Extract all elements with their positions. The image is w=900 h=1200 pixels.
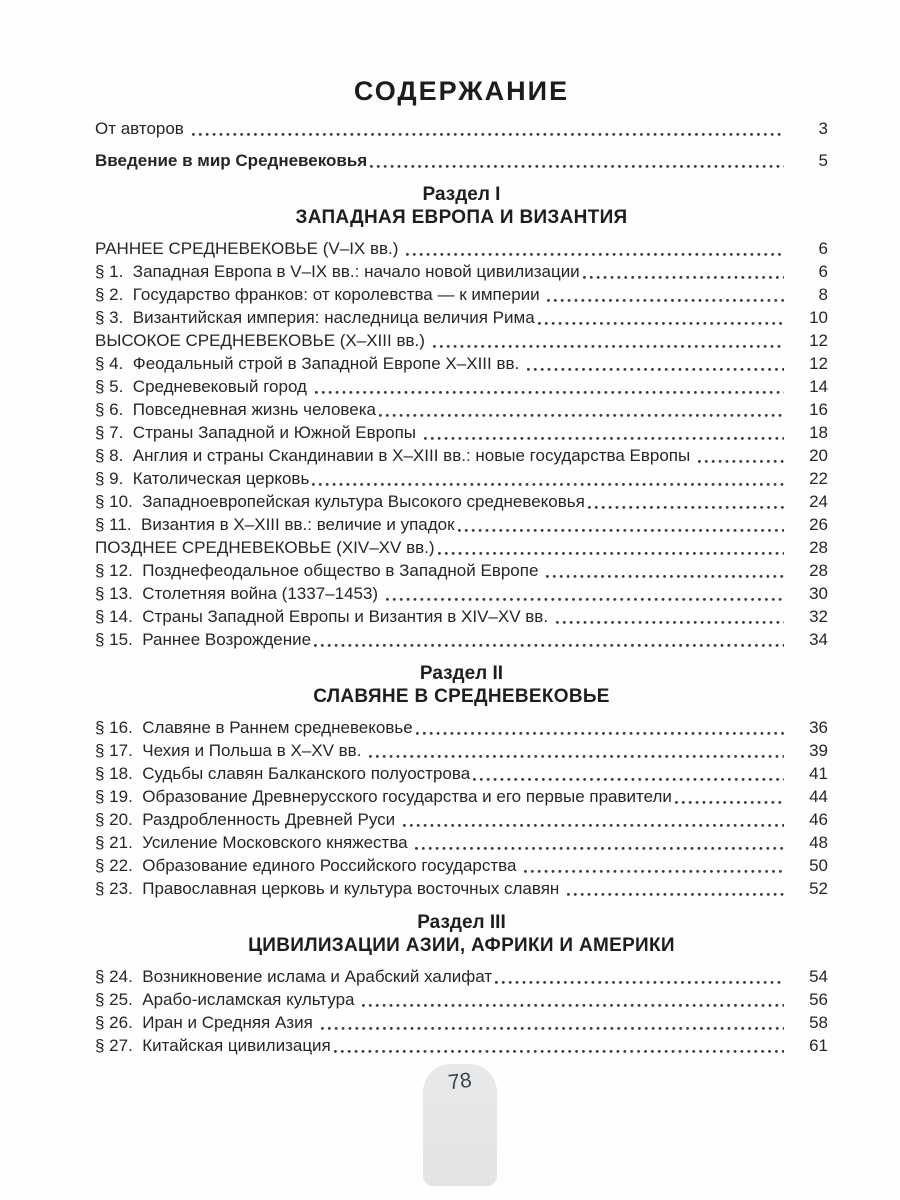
toc-entry-label: § 16. Славяне в Раннем средневековье (95, 718, 413, 737)
toc-row (95, 854, 828, 877)
toc-entry-page: 20 (809, 446, 828, 465)
toc-entry-page: 22 (809, 469, 828, 488)
toc-entry-label: § 10. Западноевропейская культура Высокого средневековья (95, 492, 585, 511)
dot-leader (334, 1034, 784, 1057)
toc-entry-page: 14 (809, 377, 828, 396)
dot-leader (406, 237, 784, 260)
section-rows (95, 965, 828, 1057)
toc-row (95, 306, 828, 329)
toc-entry-page: 44 (809, 787, 828, 806)
toc-entry-page: 30 (809, 584, 828, 603)
toc-entry-label: § 26. Иран и Средняя Азия (95, 1013, 318, 1032)
dot-leader (312, 467, 784, 490)
toc-row (95, 329, 828, 352)
toc-entry-label: § 21. Усиление Московского княжества (95, 833, 413, 852)
dot-leader (458, 513, 784, 536)
toc-entry-label: § 7. Страны Западной и Южной Европы (95, 423, 421, 442)
toc-row (95, 444, 828, 467)
dot-leader (527, 352, 784, 375)
section-kicker: Раздел II (419, 663, 504, 684)
toc-entry-page: 5 (818, 151, 828, 170)
toc-entry-label: Введение в мир Средневековья (95, 151, 368, 170)
page-title: СОДЕРЖАНИЕ (353, 76, 570, 106)
toc-entry-label: § 3. Византийская империя: наследница величия Рима (95, 308, 535, 327)
dot-leader (370, 149, 784, 172)
toc-row (95, 536, 828, 559)
toc-entry-label: § 1. Западная Европа в V–IX вв.: начало новой цивилизации (95, 262, 580, 281)
section-rows (95, 237, 828, 651)
toc-entry-label: § 9. Католическая церковь (95, 469, 310, 488)
page-tab (423, 1064, 497, 1186)
section-3 (95, 911, 828, 1057)
toc-entry-label: § 24. Возникновение ислама и Арабский халифат (95, 967, 493, 986)
dot-leader (403, 808, 784, 831)
toc-row (95, 785, 828, 808)
toc-entry-label: § 13. Столетняя война (1337–1453) (95, 584, 383, 603)
dot-leader (424, 421, 784, 444)
toc-entry-page: 54 (809, 967, 828, 986)
toc-entry-label: § 19. Образование Древнерусского государства и его первые правители (95, 787, 672, 806)
section-1 (95, 183, 828, 651)
toc-row (95, 283, 828, 306)
toc-row (95, 1034, 828, 1057)
toc-entry-page: 48 (809, 833, 828, 852)
dot-leader (567, 877, 784, 900)
section-kicker: Раздел I (422, 184, 501, 205)
toc-row (95, 628, 828, 651)
toc-entry-label: § 14. Страны Западной Европы и Византия в XIV–XV вв. (95, 607, 553, 626)
toc-entry-label: § 25. Арабо-исламская культура (95, 990, 360, 1009)
toc-entry-page: 34 (809, 630, 828, 649)
toc-entry-label: § 4. Феодальный строй в Западной Европе X–XIII вв. (95, 354, 524, 373)
toc-row (95, 559, 828, 582)
dot-leader (362, 988, 784, 1011)
toc-entry-page: 32 (809, 607, 828, 626)
toc-row (95, 716, 828, 739)
toc-entry-page: 18 (809, 423, 828, 442)
toc-entry-label: От авторов (95, 119, 189, 138)
dot-leader (321, 1011, 784, 1034)
toc-row (95, 988, 828, 1011)
printed-page-number: 78 (446, 1068, 473, 1095)
toc-row (95, 605, 828, 628)
toc-row (95, 1011, 828, 1034)
dot-leader (547, 283, 784, 306)
intro-block (95, 117, 828, 172)
dot-leader (538, 306, 784, 329)
dot-leader (379, 398, 784, 421)
toc-entry-page: 10 (809, 308, 828, 327)
toc-row (95, 877, 828, 900)
toc-row (95, 398, 828, 421)
section-rows (95, 716, 828, 900)
toc-entry-page: 12 (809, 354, 828, 373)
toc-entry-page: 28 (809, 538, 828, 557)
toc-entry-page: 28 (809, 561, 828, 580)
toc-entry-page: 52 (809, 879, 828, 898)
toc-row (95, 352, 828, 375)
section-heading: СЛАВЯНЕ В СРЕДНЕВЕКОВЬЕ (313, 686, 610, 707)
toc-row (95, 513, 828, 536)
dot-leader (438, 536, 784, 559)
toc-row (95, 582, 828, 605)
toc-row (95, 375, 828, 398)
toc-entry-label: § 5. Средневековый город (95, 377, 312, 396)
toc-entry-page: 46 (809, 810, 828, 829)
dot-leader (192, 117, 784, 140)
dot-leader (315, 375, 784, 398)
toc-entry-page: 6 (818, 262, 828, 281)
dot-leader (369, 739, 784, 762)
toc-entry-label: § 17. Чехия и Польша в X–XV вв. (95, 741, 367, 760)
dot-leader (386, 582, 784, 605)
toc-entry-page: 12 (809, 331, 828, 350)
toc-row (95, 467, 828, 490)
toc-entry-label: § 20. Раздробленность Древней Руси (95, 810, 400, 829)
toc-row (95, 260, 828, 283)
toc-row (95, 490, 828, 513)
toc-entry-label: § 12. Позднефеодальное общество в Западной Европе (95, 561, 544, 580)
dot-leader (675, 785, 784, 808)
dot-leader (698, 444, 784, 467)
dot-leader (583, 260, 784, 283)
toc-row (95, 965, 828, 988)
toc-entry-page: 26 (809, 515, 828, 534)
toc-entry-label: § 23. Православная церковь и культура восточных славян (95, 879, 565, 898)
toc-entry-page: 61 (809, 1036, 828, 1055)
toc-entry-page: 50 (809, 856, 828, 875)
toc-row (95, 149, 828, 172)
toc-row (95, 762, 828, 785)
dot-leader (556, 605, 784, 628)
dot-leader (415, 831, 784, 854)
section-kicker: Раздел III (417, 912, 506, 933)
toc-row (95, 237, 828, 260)
toc-entry-page: 3 (818, 119, 828, 138)
toc-entry-page: 8 (818, 285, 828, 304)
toc-entry-label: § 8. Англия и страны Скандинавии в X–XIII вв.: новые государства Европы (95, 446, 695, 465)
toc-row (95, 739, 828, 762)
toc-entry-page: 56 (809, 990, 828, 1009)
toc-entry-label: § 2. Государство франков: от королевства — к империи (95, 285, 545, 304)
toc-entry-page: 41 (809, 764, 828, 783)
toc-row (95, 117, 828, 140)
toc-entry-label: § 27. Китайская цивилизация (95, 1036, 331, 1055)
section-2 (95, 662, 828, 900)
toc-entry-label: § 22. Образование единого Российского государства (95, 856, 522, 875)
toc-row (95, 808, 828, 831)
toc-entry-label: ПОЗДНЕЕ СРЕДНЕВЕКОВЬЕ (XIV–XV вв.) (95, 538, 435, 557)
toc-entry-label: РАННЕЕ СРЕДНЕВЕКОВЬЕ (V–IX вв.) (95, 239, 404, 258)
toc-entry-label: § 6. Повседневная жизнь человека (95, 400, 376, 419)
section-heading: ЦИВИЛИЗАЦИИ АЗИИ, АФРИКИ И АМЕРИКИ (248, 935, 675, 956)
toc-entry-label: ВЫСОКОЕ СРЕДНЕВЕКОВЬЕ (X–XIII вв.) (95, 331, 430, 350)
dot-leader (416, 716, 784, 739)
dot-leader (473, 762, 784, 785)
toc-entry-label: § 18. Судьбы славян Балканского полуострова (95, 764, 471, 783)
dot-leader (524, 854, 784, 877)
toc-entry-page: 39 (809, 741, 828, 760)
toc-entry-page: 16 (809, 400, 828, 419)
dot-leader (546, 559, 784, 582)
toc-entry-page: 58 (809, 1013, 828, 1032)
toc-entry-label: § 15. Раннее Возрождение (95, 630, 312, 649)
dot-leader (588, 490, 784, 513)
toc-row (95, 831, 828, 854)
toc-row (95, 421, 828, 444)
toc-entry-page: 6 (818, 239, 828, 258)
toc-entry-label: § 11. Византия в X–XIII вв.: величие и упадок (95, 515, 455, 534)
dot-leader (314, 628, 784, 651)
toc-entry-page: 36 (809, 718, 828, 737)
dot-leader (495, 965, 784, 988)
dot-leader (433, 329, 784, 352)
section-heading: ЗАПАДНАЯ ЕВРОПА И ВИЗАНТИЯ (295, 207, 628, 228)
toc-entry-page: 24 (809, 492, 828, 511)
